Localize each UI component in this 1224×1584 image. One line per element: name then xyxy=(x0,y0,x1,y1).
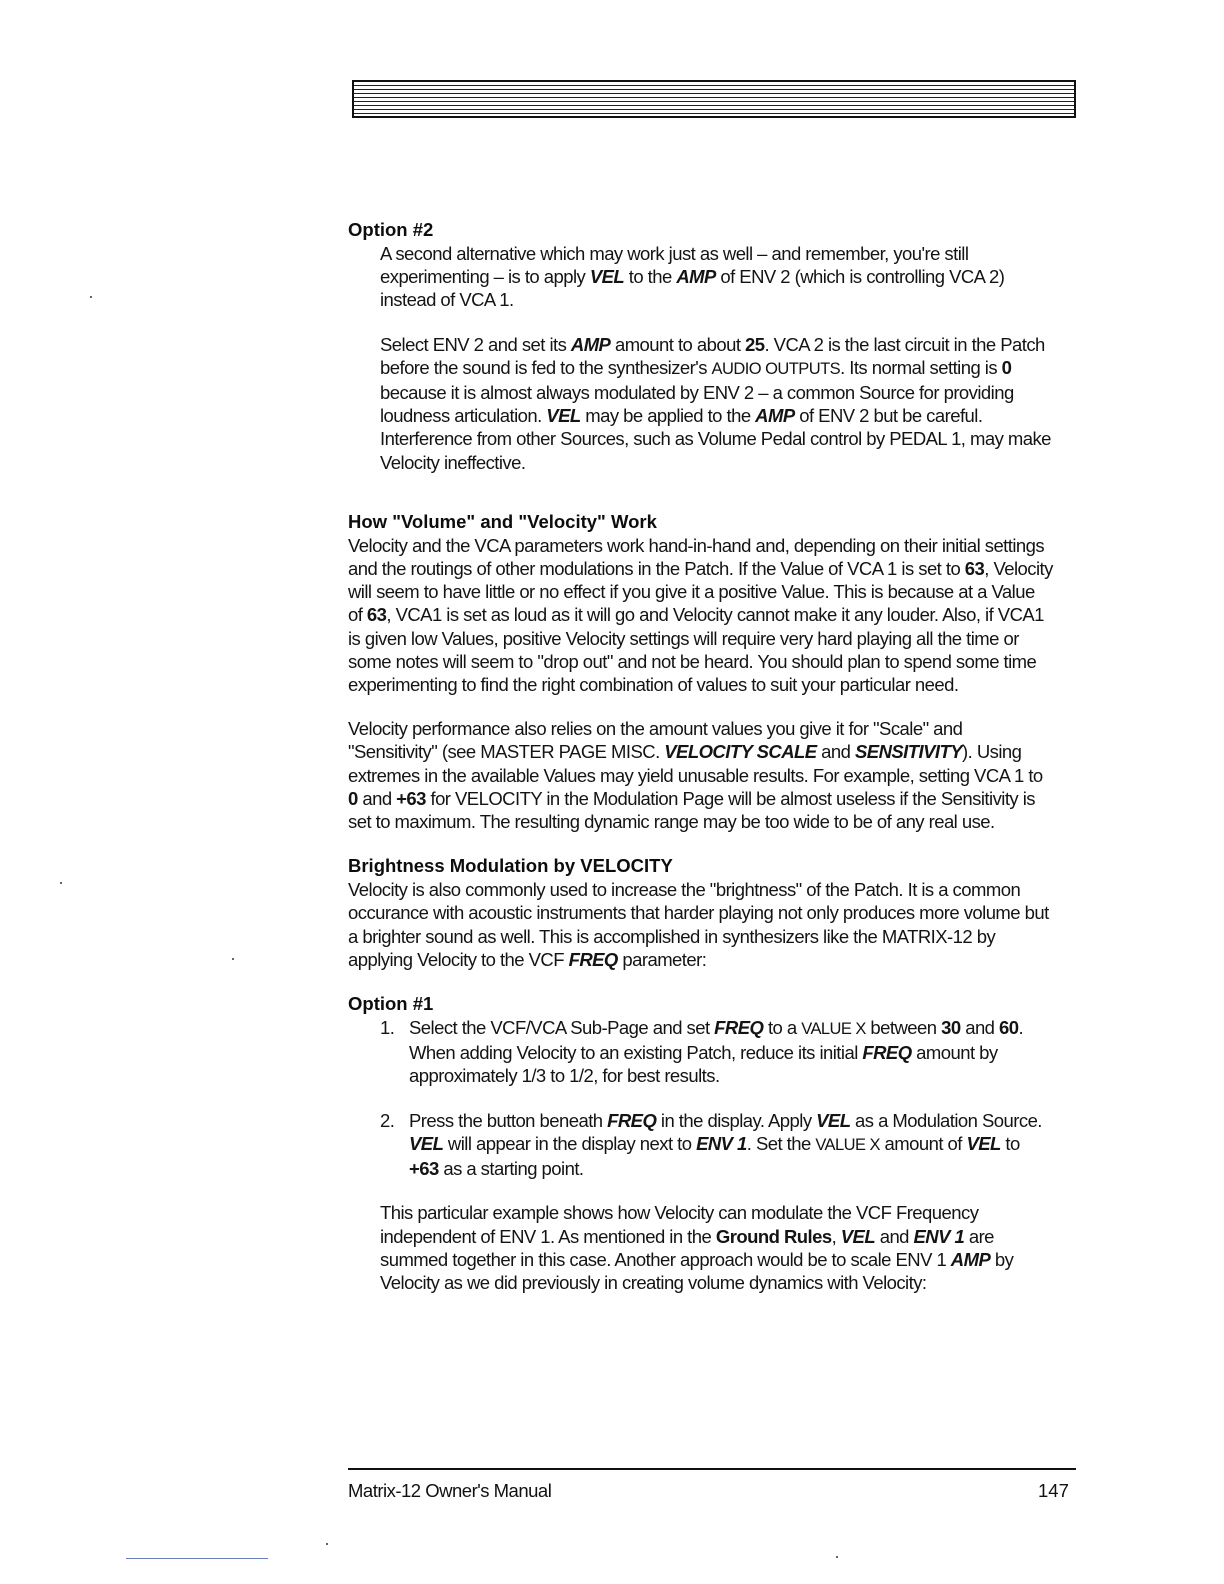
option1-steps xyxy=(348,1016,1053,1180)
footer-manual-title: Matrix-12 Owner's Manual xyxy=(348,1480,552,1501)
scan-speck xyxy=(90,296,92,298)
page-number: 147 xyxy=(1038,1480,1069,1501)
brightness-paragraph-1: Velocity is also commonly used to increase the "brightness" of the Patch. It is a common occurance with acoustic instruments that harder playing not only produces more volume but a brighter sound as well. This is accomplished in synthesizers like the MATRIX-12 by applying Velocity to the VCF FREQ parameter: xyxy=(348,879,1049,970)
volume-velocity-paragraph-2: Velocity performance also relies on the amount values you give it for "Scale" and "Sensitivity" (see MASTER PAGE MISC. VELOCITY SCALE and SENSITIVITY). Using extremes in the available Values may yield unusable results. For example, setting VCA 1 to 0 and +63 for VELOCITY in the Modulation Page will be almost useless if the Sensitivity is set to maximum. The resulting dynamic range may be too wide to be of any real use. xyxy=(348,718,1043,833)
option2-title: Option #2 xyxy=(348,219,434,240)
header-rule-bar xyxy=(352,80,1076,118)
scan-edge-line xyxy=(126,1558,268,1559)
brightness-title: Brightness Modulation by VELOCITY xyxy=(348,855,673,877)
option1-step-1: 1. Select the VCF/VCA Sub-Page and set FREQ to a VALUE X between 30 and 60. When adding Velocity to an existing Patch, reduce its initial FREQ amount by approximately 1/3 to 1/2, for best results. xyxy=(380,1017,1024,1087)
volume-velocity-paragraph-1: Velocity and the VCA parameters work hand-in-hand and, depending on their initial settings and the routings of other modulations in the Patch. If the Value of VCA 1 is set to 63, Velocity will seem to have little or no effect if you give it a positive Value. This is because at a Value of 63, VCA1 is set as loud as it will go and Velocity cannot make it any louder. Also, if VCA1 is given low Values, positive Velocity settings will require very hard playing all the time or some notes will seem to "drop out" and not be heard. You should plan to spend some time experimenting to find the right combination of values to suit your particular need. xyxy=(348,534,1053,696)
scan-speck xyxy=(326,1543,328,1545)
footer-rule xyxy=(348,1468,1076,1470)
option1-title: Option #1 xyxy=(348,993,434,1015)
scan-speck xyxy=(60,882,62,884)
scan-speck xyxy=(232,958,234,960)
option1-paragraph-after: This particular example shows how Velocity can modulate the VCF Frequency independent of ENV 1. As mentioned in the Ground Rules, VEL and ENV 1 are summed together in this case. Another approach would be to scale ENV 1 AMP by Velocity as we did previously in creating volume dynamics with Velocity: xyxy=(380,1202,1014,1293)
scan-speck xyxy=(836,1556,838,1558)
option2-paragraph-2: Select ENV 2 and set its AMP amount to about 25. VCA 2 is the last circuit in the Patch before the sound is fed to the synthesizer's AUDIO OUTPUTS. Its normal setting is 0 because it is almost always modulated by ENV 2 – a common Source for providing loudness articulation. VEL may be applied to the AMP of ENV 2 but be careful. Interference from other Sources, such as Volume Pedal control by PEDAL 1, may make Velocity ineffective. xyxy=(380,333,1051,473)
option2-paragraph-1: A second alternative which may work just as well – and remember, you're still experimenting – is to apply VEL to the AMP of ENV 2 (which is controlling VCA 2) instead of VCA 1. xyxy=(380,243,1005,311)
volume-velocity-title: How "Volume" and "Velocity" Work xyxy=(348,510,657,532)
option1-step-2: 2. Press the button beneath FREQ in the display. Apply VEL as a Modulation Source. VEL will appear in the display next to ENV 1. Set the VALUE X amount of VEL to +63 as a starting point. xyxy=(380,1109,1042,1180)
page-content xyxy=(348,218,1053,1294)
